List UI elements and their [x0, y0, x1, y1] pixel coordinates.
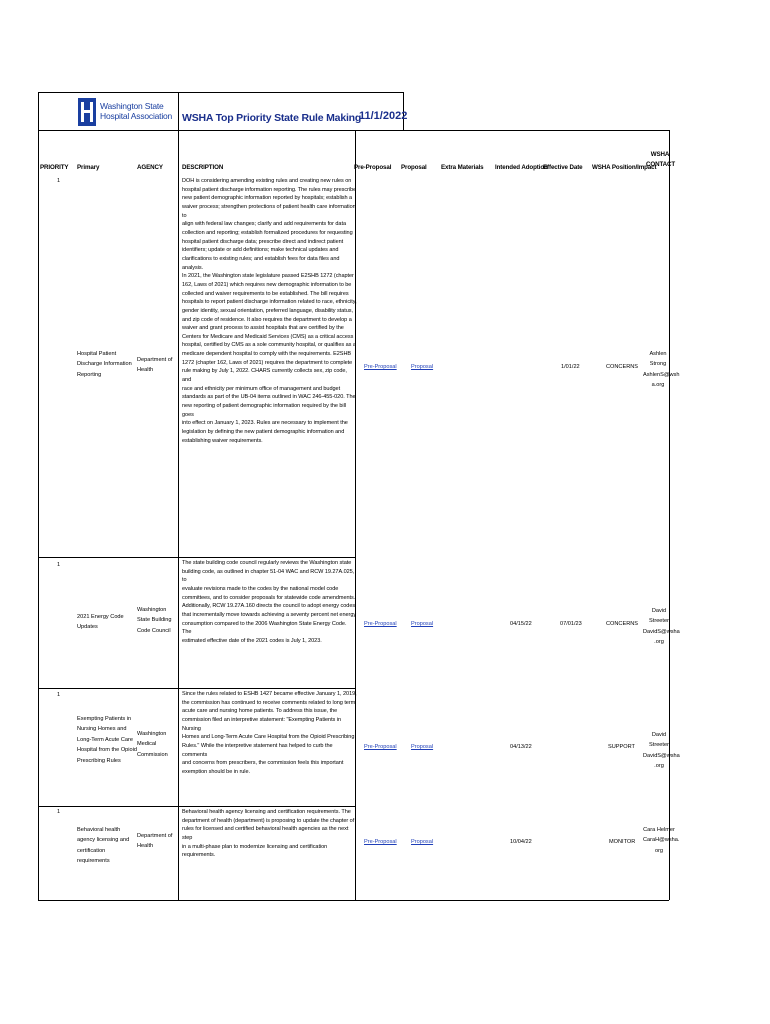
description-line: 1272 (chapter 162, Laws of 2021) requires the department to complete [182, 359, 353, 366]
description-text [182, 177, 357, 445]
description-line: hospitals to report patient discharge information related to race, ethnicity, [182, 299, 357, 306]
description-line: rules for licensed and certified behavioral health agencies as the next step [182, 826, 349, 841]
description-line: legislation by defining the new patient demographic information and [182, 429, 345, 436]
description-line: Behavioral health agency licensing and certification requirements. The [182, 809, 351, 815]
description-line: The state building code council regularly reviews the Washington state [182, 560, 352, 566]
priority-value: 1 [57, 809, 61, 815]
grid-line [355, 130, 669, 131]
description-line: waiver process; strengthen protections of patient health care information to [182, 203, 356, 219]
position-value: CONCERNS [606, 621, 639, 627]
col-header-agency: AGENCY [137, 164, 163, 171]
org-name-line2: Hospital Association [100, 111, 173, 121]
col-header-effective-date: Effective Date [543, 164, 583, 171]
contact-email[interactable]: DavidS@wsha [643, 628, 680, 635]
description-line: exemption should be in rule. [182, 768, 250, 775]
grid-line [669, 130, 670, 900]
primary-topic: Exempting Patients in Nursing Homes and Long-Term Acute Care Hospital from the Opioid Prescribing Rules [77, 716, 138, 764]
description-line: collected and waiver requirements to be established. The bill requires [182, 290, 349, 297]
description-line: building code, as outlined in chapter 51-04 WAC and RCW 19.27A.025, to [182, 568, 355, 584]
col-header-extra-materials: Extra Materials [441, 164, 484, 171]
grid-line [38, 130, 178, 131]
contact-name: David Streeter [649, 608, 669, 625]
pre-proposal-link[interactable]: Pre-Proposal [364, 839, 397, 845]
intended-adoption-date: 10/04/22 [510, 839, 532, 845]
description-line: race and ethnicity per minimum office of management and budget [182, 385, 341, 392]
description-line: hospital patient discharge data; prescribe direct and indirect patient [182, 238, 344, 245]
priority-value: 1 [57, 692, 61, 698]
primary-topic: Behavioral health agency licensing and certification requirements [77, 827, 130, 865]
grid-line [355, 900, 669, 901]
contact-name: Ashlen Strong [649, 351, 667, 368]
priority-value: 1 [57, 178, 61, 184]
description-line: Rules." While the interpretive statement has helped to curb the comments [182, 742, 333, 758]
grid-line [178, 557, 355, 558]
description-line: medicare dependent hospital to comply with the requirements. E2SHB [182, 351, 352, 358]
col-header-wsha-position: WSHA Position/Impact [592, 164, 657, 171]
grid-line [38, 806, 178, 807]
position-value: CONCERNS [606, 364, 639, 370]
description-line: evaluate revisions made to the codes by the national model code [182, 585, 339, 592]
contact-name: David Streeter [649, 732, 669, 749]
description-text [182, 690, 357, 777]
contact-email[interactable]: CaraH@wsha. [643, 837, 680, 844]
description-line: department of health (department) is proposing to update the chapter of [182, 817, 355, 824]
grid-line [38, 900, 178, 901]
contact-name: Cara Helmer [643, 827, 675, 833]
description-line: and concerns from prescribers, the commission feels this important [182, 760, 344, 767]
proposal-link[interactable]: Proposal [411, 621, 434, 627]
pre-proposal-link[interactable]: Pre-Proposal [364, 744, 397, 750]
agency-name: Washington State Building Code Council [137, 607, 172, 634]
description-line: waiver and grant process to assist hospitals that are certified by the [182, 325, 344, 332]
description-line: align with federal law changes; clarify and add requirements for data [182, 221, 346, 228]
wsha-logo-icon [78, 98, 96, 126]
description-text [182, 808, 357, 860]
contact-info [643, 349, 680, 391]
description-line: Since the rules related to ESHB 1427 became effective January 1, 2019, [182, 691, 357, 697]
description-line: In 2021, the Washington state legislature passed E2SHB 1272 (chapter [182, 273, 354, 280]
page-title: WSHA Top Priority State Rule Making [182, 112, 362, 124]
priority-value: 1 [57, 562, 61, 568]
description-line: 162, Laws of 2021) which requires new demographic information to be [182, 281, 352, 288]
description-line: hospital, certified by CMS as a sole community hospital, or qualifies as a [182, 342, 356, 349]
contact-email-suffix: a.org [651, 382, 665, 389]
effective-date: 07/01/23 [560, 621, 582, 627]
contact-email-suffix: org [654, 847, 664, 854]
description-line: committees, and to consider proposals for statewide code amendments. [182, 594, 356, 601]
description-line: collection and reporting; establish formalized procedures for requesting [182, 229, 353, 236]
description-line: new patient demographic information reported by hospitals; establish a [182, 195, 353, 202]
description-line: consumption compared to the 2006 Washington State Energy Code. The [182, 620, 347, 636]
grid-line [38, 92, 178, 93]
col-header-proposal: Proposal [401, 164, 427, 171]
description-line: in a multi-phase plan to modernize licensing and certification requirements. [182, 843, 328, 859]
position-value: SUPPORT [608, 744, 635, 750]
contact-email-suffix: .org [654, 639, 664, 646]
pre-proposal-link[interactable]: Pre-Proposal [364, 364, 397, 370]
contact-info [643, 730, 680, 772]
col-header-priority: PRIORITY [40, 164, 69, 171]
pre-proposal-link[interactable]: Pre-Proposal [364, 621, 397, 627]
description-line: acute care and nursing home patients. To address this issue, the [182, 708, 338, 715]
grid-line [178, 806, 355, 807]
description-line: DOH is considering amending existing rules and creating new rules on [182, 178, 352, 184]
grid-line [38, 557, 178, 558]
contact-email[interactable]: AshlenS@wsh [643, 371, 680, 378]
description-line: establishing waiver requirements. [182, 437, 263, 444]
description-line: Additionally, RCW 19.27A.160 directs the council to adopt energy codes [182, 603, 356, 610]
agency-name: Washington Medical Commission [137, 731, 168, 758]
description-line: estimated effective date of the 2021 codes is July 1, 2023. [182, 637, 322, 644]
col-header-pre-proposal: Pre-Proposal [354, 164, 392, 171]
contact-info [643, 606, 680, 648]
description-line: clarifications to existing rules; and establish fees for data files and analysis. [182, 255, 340, 271]
proposal-link[interactable]: Proposal [411, 839, 434, 845]
intended-adoption-date: 04/13/22 [510, 744, 532, 750]
col-header-wsha-contact [646, 151, 674, 168]
description-line: gender identity, sexual orientation, preferred language, disability status, [182, 307, 353, 314]
description-line: rule making by July 1, 2022. CHARS currently collects sex, zip code, and [182, 368, 347, 384]
org-logo-text [100, 101, 172, 121]
proposal-link[interactable]: Proposal [411, 364, 434, 370]
description-line: new reporting of patient demographic information required by the bill goes [182, 403, 346, 418]
description-text [182, 559, 357, 646]
contact-email[interactable]: DavidS@wsha [643, 752, 680, 759]
grid-line [38, 688, 178, 689]
description-line: that incrementally move towards achieving a seventy percent net energy [182, 611, 357, 618]
col-header-primary: Primary [77, 164, 100, 171]
agency-name: Department of Health [137, 833, 173, 850]
report-date: 11/1/2022 [359, 110, 408, 122]
description-line: into effect on January 1, 2023. Rules are necessary to implement the [182, 420, 348, 427]
primary-topic: Hospital Patient Discharge Information Reporting [77, 351, 132, 378]
description-line: commission filed an interpretive statement: "Exempting Patients in Nursing [182, 716, 341, 732]
intended-adoption-date: 04/15/22 [510, 621, 532, 627]
grid-line [38, 92, 39, 900]
description-line: Homes and Long-Term Acute Care Hospital from the Opioid Prescribing [182, 734, 355, 741]
description-line: the commission has continued to receive comments related to long term [182, 699, 356, 706]
description-line: hospital patient discharge information reporting. The rules may prescribe [182, 186, 357, 193]
grid-line [178, 900, 355, 901]
org-name-line1: Washington State [100, 101, 164, 111]
description-line: standards as part of the UB-04 items outlined in WAC 246-455-020. The [182, 394, 356, 401]
contact-info [643, 825, 680, 856]
primary-topic: 2021 Energy Code Updates [77, 614, 124, 631]
description-line: and zip code of residence. It also requires the department to develop a [182, 316, 352, 323]
grid-line [178, 92, 179, 900]
col-header-intended-adoption: Intended Adoption [495, 164, 548, 171]
effective-date: 1/01/22 [561, 364, 580, 370]
description-line: Centers for Medicare and Medicaid Services (CMS) as a critical access [182, 333, 354, 340]
col-header-contact-line2: CONTACT [646, 161, 676, 168]
grid-line [178, 130, 355, 131]
proposal-link[interactable]: Proposal [411, 744, 434, 750]
col-header-description: DESCRIPTION [182, 164, 224, 171]
grid-line [178, 688, 355, 689]
grid-line [178, 92, 403, 93]
contact-email-suffix: .org [654, 763, 664, 770]
col-header-contact-line1: WSHA [650, 151, 670, 158]
agency-name: Department of Health [137, 357, 173, 374]
description-line: identifiers; update or add definitions; make technical updates and [182, 247, 339, 254]
position-value: MONITOR [609, 839, 636, 845]
